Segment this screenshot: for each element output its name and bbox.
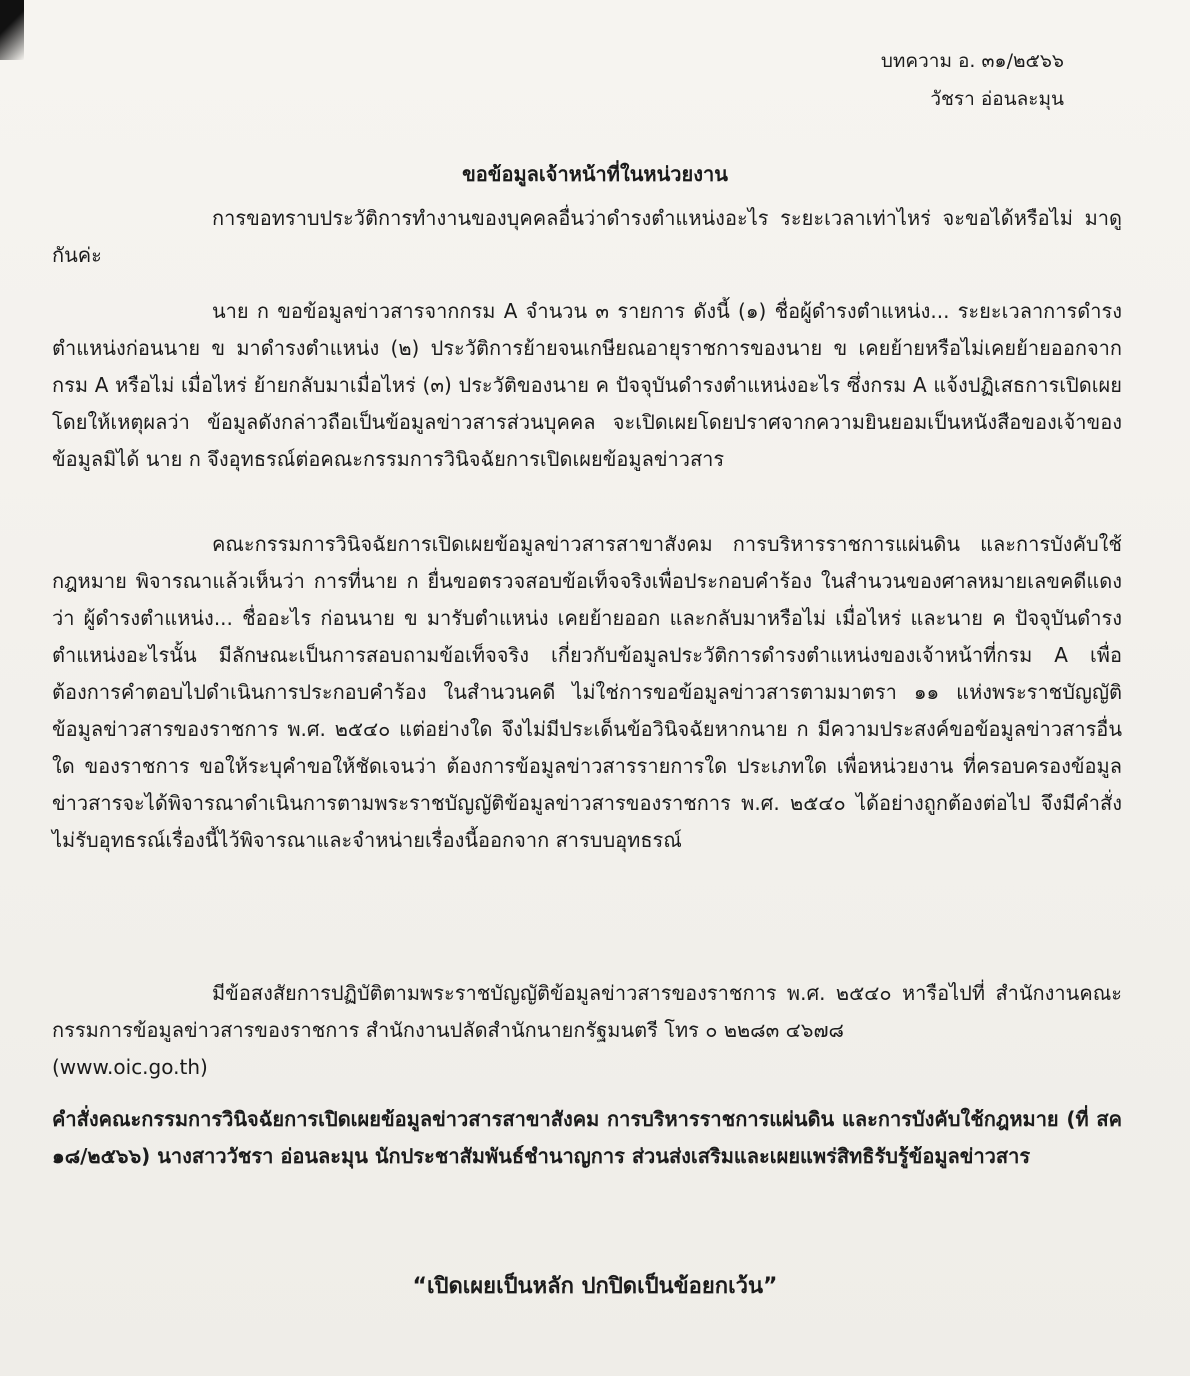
website-link: (www.oic.go.th) bbox=[52, 1055, 208, 1079]
scan-shadow bbox=[0, 0, 24, 60]
contact-text: มีข้อสงสัยการปฏิบัติตามพระราชบัญญัติข้อมูลข่าวสารของราชการ พ.ศ. ๒๕๔๐ หารือไปที่ สำนักงานคณะกรรมการข้อมูลข่าวสารของราชการ สำนักงานปลัดสำนักนายกรัฐมนตรี โทร ๐ ๒๒๘๓ ๔๖๗๘ bbox=[52, 981, 1122, 1042]
committee-decision-paragraph: คณะกรรมการวินิจฉัยการเปิดเผยข้อมูลข่าวสารสาขาสังคม การบริหารราชการแผ่นดิน และการบังคับใช้กฎหมาย พิจารณาแล้วเห็นว่า การที่นาย ก ยื่นขอตรวจสอบข้อเท็จจริงเพื่อประกอบคำร้อง ในสำนวนของศาลหมายเลขคดีแดงว่า ผู้ดำรงตำแหน่ง... ชื่ออะไร ก่อนนาย ข มารับตำแหน่ง เคยย้ายออก และกลับมาหรือไม่ เมื่อไหร่ และนาย ค ปัจจุบันดำรงตำแหน่งอะไรนั้น มีลักษณะเป็นการสอบถามข้อเท็จจริง เกี่ยวกับข้อมูลประวัติการดำรงตำแหน่งของเจ้าหน้าที่กรม A เพื่อต้องการคำตอบไปดำเนินการประกอบคำร้อง ในสำนวนคดี ไม่ใช่การขอข้อมูลข่าวสารตามมาตรา ๑๑ แห่งพระราชบัญญัติข้อมูลข่าวสารของราชการ พ.ศ. ๒๕๔๐ แต่อย่างใด จึงไม่มีประเด็นข้อวินิจฉัยหากนาย ก มีความประสงค์ขอข้อมูลข่าวสารอื่นใด ของราชการ ขอให้ระบุคำขอให้ชัดเจนว่า ต้องการข้อมูลข่าวสารรายการใด ประเภทใด เพื่อหน่วยงาน ที่ครอบครองข้อมูลข่าวสารจะได้พิจารณาดำเนินการตามพระราชบัญญัติข้อมูลข่าวสารของราชการ พ.ศ. ๒๕๔๐ ได้อย่างถูกต้องต่อไป จึงมีคำสั่งไม่รับอุทธรณ์เรื่องนี้ไว้พิจารณาและจำหน่ายเรื่องนี้ออกจาก สารบบอุทธรณ์ bbox=[52, 532, 1122, 852]
article-reference: บทความ อ. ๓๑/๒๕๖๖ bbox=[880, 50, 1064, 72]
contact-paragraph bbox=[52, 975, 1122, 1086]
author-name: วัชรา อ่อนละมุน bbox=[930, 88, 1064, 110]
order-reference-paragraph: คำสั่งคณะกรรมการวินิจฉัยการเปิดเผยข้อมูลข่าวสารสาขาสังคม การบริหารราชการแผ่นดิน และการบังคับใช้กฎหมาย (ที่ สค ๑๘/๒๕๖๖) นางสาววัชรา อ่อนละมุน นักประชาสัมพันธ์ชำนาญการ ส่วนส่งเสริมและเผยแพร่สิทธิรับรู้ข้อมูลข่าวสาร bbox=[52, 1107, 1122, 1168]
document-title: ขอข้อมูลเจ้าหน้าที่ในหน่วยงาน bbox=[462, 162, 728, 186]
case-facts-paragraph: นาย ก ขอข้อมูลข่าวสารจากกรม A จำนวน ๓ รายการ ดังนี้ (๑) ชื่อผู้ดำรงตำแหน่ง... ระยะเวลาการดำรงตำแหน่งก่อนนาย ข มาดำรงตำแหน่ง (๒) ประวัติการย้ายจนเกษียณอายุราชการของนาย ข เคยย้ายหรือไม่เคยย้ายออกจากกรม A หรือไม่ เมื่อไหร่ ย้ายกลับมาเมื่อไหร่ (๓) ประวัติของนาย ค ปัจจุบันดำรงตำแหน่งอะไร ซึ่งกรม A แจ้งปฏิเสธการเปิดเผยโดยให้เหตุผลว่า ข้อมูลดังกล่าวถือเป็นข้อมูลข่าวสารส่วนบุคคล จะเปิดเผยโดยปราศจากความยินยอมเป็นหนังสือของเจ้าของข้อมูลมิได้ นาย ก จึงอุทธรณ์ต่อคณะกรรมการวินิจฉัยการเปิดเผยข้อมูลข่าวสาร bbox=[52, 299, 1122, 471]
motto: “เปิดเผยเป็นหลัก ปกปิดเป็นข้อยกเว้น” bbox=[412, 1274, 778, 1299]
intro-paragraph: การขอทราบประวัติการทำงานของบุคคลอื่นว่าดำรงตำแหน่งอะไร ระยะเวลาเท่าไหร่ จะขอได้หรือไม่ มาดูกันค่ะ bbox=[52, 206, 1122, 267]
